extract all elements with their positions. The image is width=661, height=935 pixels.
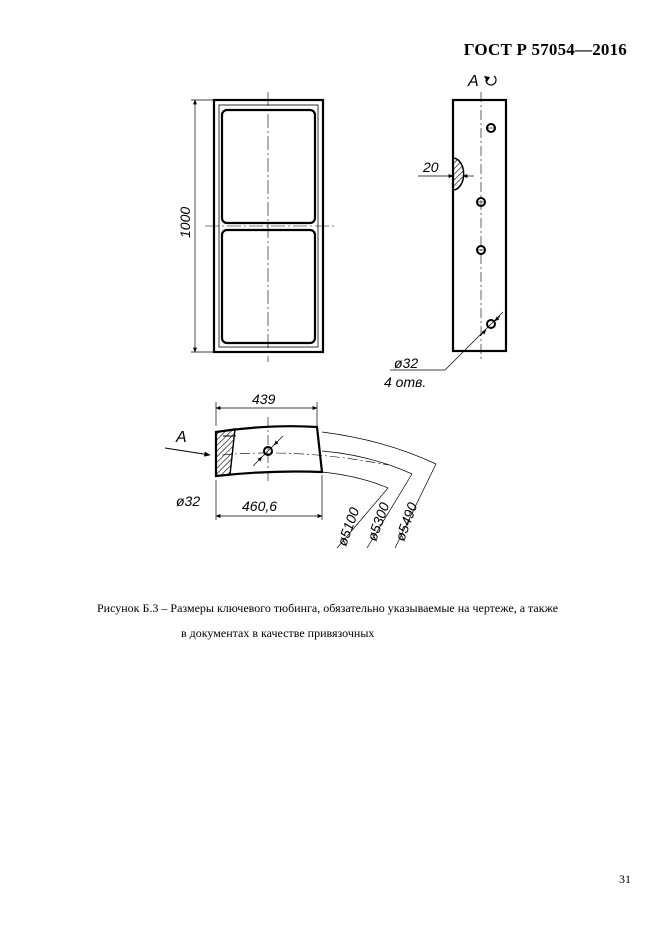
height-dimension: 1000 bbox=[177, 206, 193, 238]
figure-caption-line1: Рисунок Б.3 – Размеры ключевого тюбинга, обязательно указываемые на чертеже, а также bbox=[97, 601, 559, 615]
view-arrow-label: A bbox=[176, 429, 187, 446]
page-number: 31 bbox=[619, 872, 631, 886]
bottom-width-dimension: 460,6 bbox=[242, 498, 278, 514]
depth-dimension: 20 bbox=[423, 159, 439, 175]
front-view bbox=[177, 92, 335, 362]
hole-count: 4 отв. bbox=[384, 374, 427, 390]
view-label: A bbox=[468, 73, 479, 90]
mid-diameter: ø5300 bbox=[363, 500, 393, 544]
figure-caption-line2: в документах в качестве привязочных bbox=[181, 626, 375, 640]
side-view bbox=[384, 73, 506, 390]
standard-number: ГОСТ Р 57054—2016 bbox=[463, 40, 627, 59]
outer-diameter: ø5490 bbox=[391, 500, 421, 544]
plan-view bbox=[165, 391, 436, 548]
inner-diameter: ø5100 bbox=[333, 505, 363, 549]
edge-diameter: ø32 bbox=[176, 493, 201, 509]
top-width-dimension: 439 bbox=[252, 391, 276, 407]
hole-diameter: ø32 bbox=[394, 355, 419, 371]
